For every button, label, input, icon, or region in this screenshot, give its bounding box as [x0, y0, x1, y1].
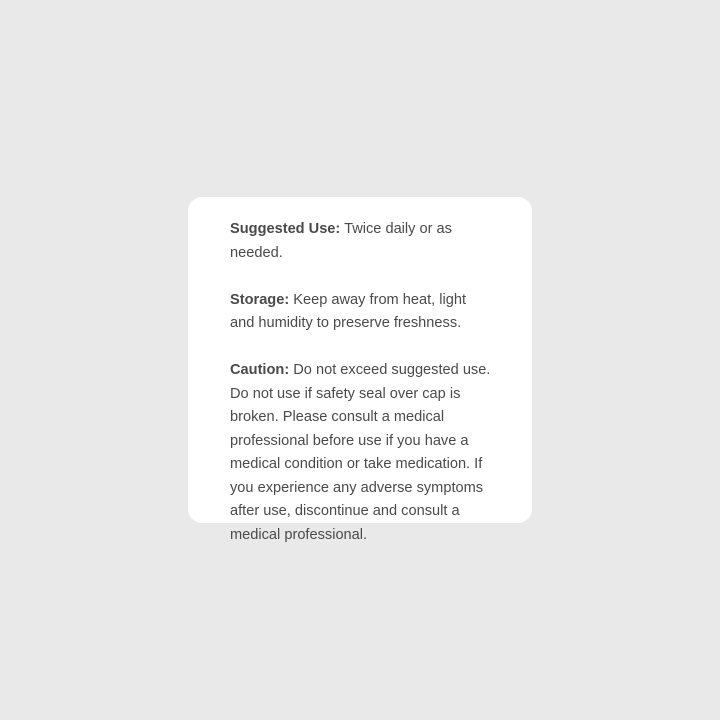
caution-text: Do not exceed suggested use. Do not use if safety seal over cap is broken. Please consult a medical professional before use if you have a medical condition or take medication. If you experience any adverse symptoms after use, discontinue and consult a medical professional. — [230, 362, 491, 543]
suggested-use-label: Suggested Use: — [230, 221, 341, 237]
storage-label: Storage: — [230, 291, 290, 308]
suggested-use-text: Twice daily or as needed. — [230, 221, 452, 261]
suggested-use-section — [230, 218, 492, 265]
caution-section — [230, 359, 492, 547]
storage-text: Keep away from heat, light and humidity to preserve freshness. — [230, 291, 467, 331]
storage-section — [230, 289, 492, 336]
caution-label: Caution: — [230, 362, 290, 378]
product-info-card — [188, 197, 532, 543]
